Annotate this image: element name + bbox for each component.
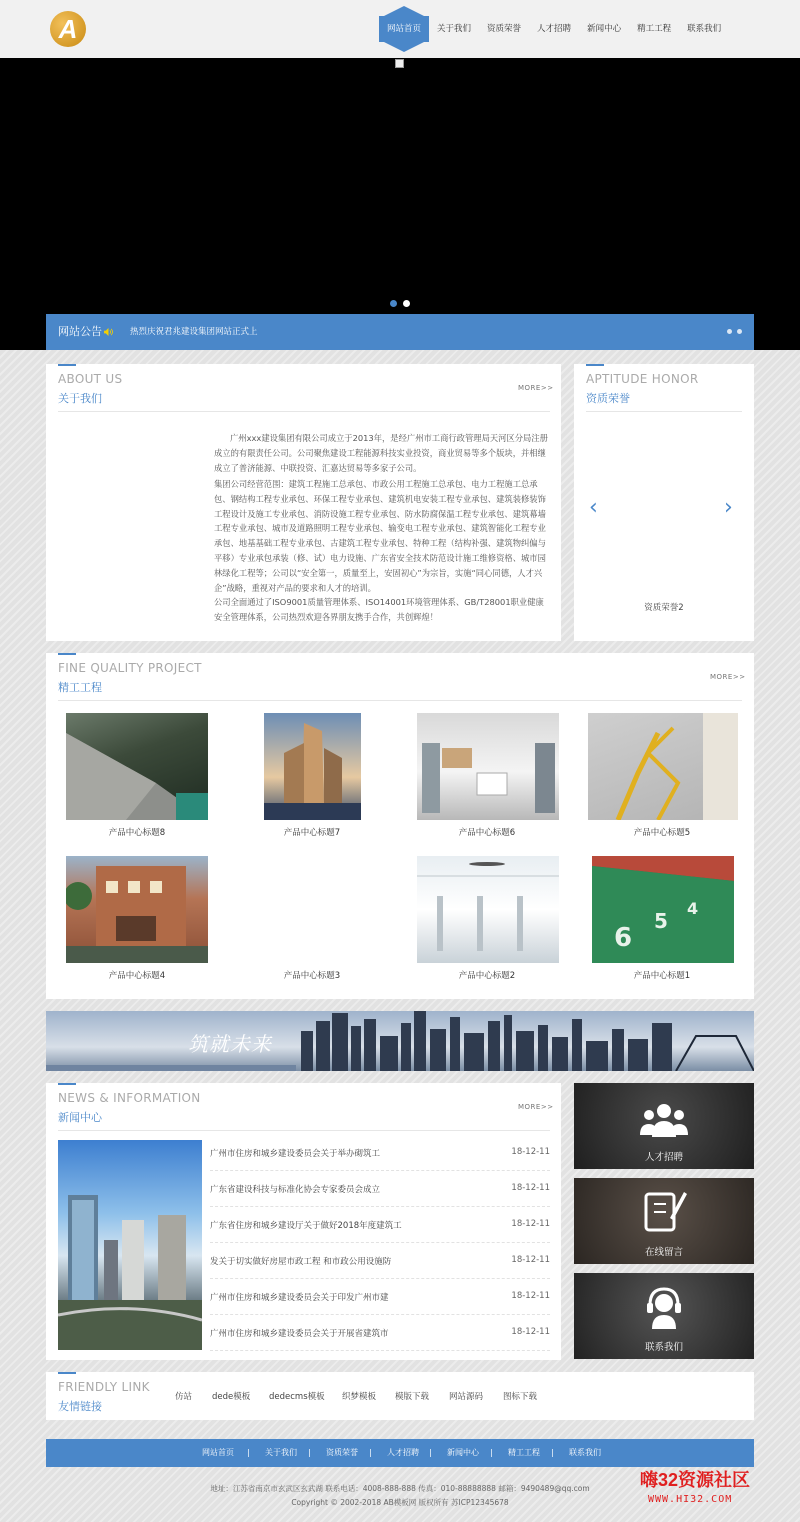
main-nav bbox=[379, 16, 729, 42]
slider-dot-2[interactable] bbox=[403, 300, 410, 307]
news-row-title[interactable]: 广州市住房和城乡建设委员会关于举办砌筑工 bbox=[210, 1149, 381, 1159]
side-box-message-label: 在线留言 bbox=[644, 1247, 683, 1258]
nav-item-home[interactable]: 网站首页 bbox=[379, 16, 429, 42]
friend-link-3[interactable]: dedecms模板 bbox=[269, 1392, 325, 1402]
product-title-4[interactable]: 产品中心标题4 bbox=[108, 971, 166, 981]
news-row-2[interactable] bbox=[210, 1171, 550, 1207]
links-title-cn: 友情链接 bbox=[58, 1400, 102, 1413]
site-logo[interactable]: A bbox=[50, 11, 86, 47]
about-title-cn: 关于我们 bbox=[58, 392, 102, 405]
news-accent-bar bbox=[58, 1083, 76, 1085]
news-cover-image[interactable] bbox=[58, 1140, 202, 1350]
links-accent-bar bbox=[58, 1372, 76, 1374]
friend-link-7[interactable]: 图标下载 bbox=[503, 1392, 538, 1402]
footer-copyright: Copyright © 2002-2018 AB模板网 版权所有 苏ICP12345678 bbox=[291, 1498, 509, 1507]
notice-pager bbox=[727, 329, 742, 334]
news-title-cn: 新闻中心 bbox=[58, 1111, 102, 1124]
friend-link-5[interactable]: 模版下载 bbox=[395, 1392, 430, 1402]
nav-item-jobs[interactable]: 人才招聘 bbox=[537, 24, 572, 34]
watermark-url: WWW.HI32.COM bbox=[648, 1494, 733, 1505]
side-box-jobs[interactable] bbox=[574, 1083, 754, 1169]
news-more-link[interactable]: MORE>> bbox=[518, 1103, 554, 1111]
notice-dot-2[interactable] bbox=[737, 329, 742, 334]
footer-address: 地址：江苏省南京市玄武区玄武湖 联系电话：4008-888-888 传真：010-88888888 邮箱：9490489@qq.com bbox=[210, 1484, 590, 1493]
svg-text:6: 6 bbox=[614, 923, 633, 953]
nav-item-contact[interactable]: 联系我们 bbox=[687, 24, 722, 34]
notice-bar bbox=[46, 314, 754, 350]
about-paragraph-3: 公司全面通过了ISO9001质量管理体系、ISO14001环境管理体系、GB/T28001职业健康安全管理体系，公司热烈欢迎各界朋友携手合作，共创辉煌！ bbox=[214, 597, 544, 622]
news-row-title[interactable]: 广东省住房和城乡建设厅关于做好2018年度建筑工 bbox=[210, 1221, 402, 1231]
product-image-2[interactable] bbox=[417, 856, 559, 963]
watermark-text: 嗨32资源社区 bbox=[640, 1470, 751, 1490]
product-image-4[interactable] bbox=[66, 856, 208, 963]
news-row-title[interactable]: 广州市住房和城乡建设委员会关于印发广州市建 bbox=[210, 1293, 389, 1303]
footer-separator: | bbox=[490, 1448, 493, 1457]
product-title-3[interactable]: 产品中心标题3 bbox=[283, 971, 341, 981]
product-image-1[interactable] bbox=[592, 856, 734, 963]
news-row-date: 18-12-11 bbox=[511, 1255, 550, 1265]
product-title-7[interactable]: 产品中心标题7 bbox=[283, 828, 341, 838]
footer-nav-projects[interactable]: 精工工程 bbox=[508, 1448, 540, 1457]
news-row-4[interactable] bbox=[210, 1243, 550, 1279]
product-title-2[interactable]: 产品中心标题2 bbox=[458, 971, 516, 981]
about-title-en: ABOUT US bbox=[58, 372, 123, 386]
news-row-5[interactable] bbox=[210, 1279, 550, 1315]
product-title-1[interactable]: 产品中心标题1 bbox=[633, 971, 691, 981]
honor-divider bbox=[586, 411, 742, 412]
projects-more-link[interactable]: MORE>> bbox=[710, 673, 746, 681]
footer-nav-contact[interactable]: 联系我们 bbox=[569, 1448, 601, 1457]
speaker-icon bbox=[104, 328, 113, 336]
footer-nav bbox=[46, 1439, 754, 1467]
product-title-5[interactable]: 产品中心标题5 bbox=[633, 828, 691, 838]
news-row-title[interactable]: 广州市住房和城乡建设委员会关于开展省建筑市 bbox=[210, 1329, 389, 1339]
hero-banner bbox=[0, 58, 800, 350]
news-divider bbox=[58, 1130, 550, 1131]
footer-separator: | bbox=[247, 1448, 250, 1457]
footer-separator: | bbox=[369, 1448, 372, 1457]
news-row-6[interactable] bbox=[210, 1315, 550, 1351]
projects-divider bbox=[58, 700, 742, 701]
svg-text:5: 5 bbox=[654, 909, 668, 933]
footer-separator: | bbox=[429, 1448, 432, 1457]
product-image-6[interactable] bbox=[417, 713, 559, 820]
promo-banner[interactable] bbox=[46, 1011, 754, 1071]
news-row-date: 18-12-11 bbox=[511, 1327, 550, 1337]
footer-separator: | bbox=[308, 1448, 311, 1457]
projects-accent-bar bbox=[58, 653, 76, 655]
notice-title: 网站公告 bbox=[58, 325, 102, 338]
projects-title-cn: 精工工程 bbox=[58, 681, 102, 694]
side-box-contact[interactable] bbox=[574, 1273, 754, 1359]
news-row-title[interactable]: 广东省建设科技与标准化协会专家委员会成立 bbox=[210, 1185, 381, 1195]
product-image-8[interactable] bbox=[66, 713, 208, 820]
news-row-3[interactable] bbox=[210, 1207, 550, 1243]
side-box-message[interactable] bbox=[574, 1178, 754, 1264]
footer-separator: | bbox=[551, 1448, 554, 1457]
friend-link-1[interactable]: 仿站 bbox=[175, 1392, 193, 1402]
about-paragraph-1: 广州xxx建设集团有限公司成立于2013年，是经广州市工商行政管理局天河区分局注册成立的有限责任公司。公司聚焦建设工程能源科技实业投资，商业贸易等多个版块，并相继成立了普济能源、中联投资、汇嘉达贸易等多家子公司。 bbox=[214, 433, 548, 473]
news-row-1[interactable] bbox=[210, 1135, 550, 1171]
news-row-date: 18-12-11 bbox=[511, 1291, 550, 1301]
news-title-en: NEWS & INFORMATION bbox=[58, 1091, 201, 1105]
people-icon bbox=[637, 1101, 691, 1139]
product-title-8[interactable]: 产品中心标题8 bbox=[108, 828, 166, 838]
footer-nav-about[interactable]: 关于我们 bbox=[265, 1448, 297, 1457]
about-accent-bar bbox=[58, 364, 76, 366]
promo-banner-text: 筑就未来 bbox=[188, 1032, 272, 1056]
honor-title-en: APTITUDE HONOR bbox=[586, 372, 699, 386]
broken-image-icon bbox=[395, 59, 404, 68]
headset-icon bbox=[640, 1283, 688, 1331]
about-more-link[interactable]: MORE>> bbox=[518, 384, 554, 392]
product-image-5[interactable] bbox=[588, 713, 738, 820]
slider-dot-1[interactable] bbox=[390, 300, 397, 307]
about-paragraph-2: 集团公司经营范围：建筑工程施工总承包、市政公用工程施工总承包、电力工程施工总承包、钢结构工程专业承包、环保工程专业承包、建筑机电安装工程专业承包、建筑装修装饰工程设计及施工专业承包、消防设施工程专业承包、防水防腐保温工程专业承包、建筑幕墙工程专业承包、城市及道路照明工程专业承包、输变电工程专业承包、建筑智能化工程专业承包、地基基础工程专业承包、古建筑工程专业承包、特种工程（结构补强、建筑物纠偏与平移）专业承包承装（修、试）电力设施、广东省安全技术防范设计施工维修资格、城市园林绿化工程等；公司以“安全第一，质量至上，安固初心”为宗旨，实施“同心同德，人才兴企”战略，重视对产品的要求和人才的培训。 bbox=[214, 479, 546, 593]
footer-nav-home[interactable]: 网站首页 bbox=[202, 1448, 234, 1457]
footer-nav-honor[interactable]: 资质荣誉 bbox=[326, 1448, 358, 1457]
links-title-en: FRIENDLY LINK bbox=[58, 1380, 150, 1394]
chevron-left-icon[interactable]: ‹ bbox=[589, 495, 598, 520]
side-box-contact-label: 联系我们 bbox=[644, 1342, 683, 1353]
honor-title-cn: 资质荣誉 bbox=[586, 392, 630, 405]
about-divider bbox=[58, 411, 550, 412]
footer-nav-jobs[interactable]: 人才招聘 bbox=[387, 1448, 419, 1457]
news-row-date: 18-12-11 bbox=[511, 1147, 550, 1157]
footer-nav-news[interactable]: 新闻中心 bbox=[447, 1448, 479, 1457]
product-title-6[interactable]: 产品中心标题6 bbox=[458, 828, 516, 838]
notepad-pen-icon bbox=[640, 1188, 688, 1234]
projects-title-en: FINE QUALITY PROJECT bbox=[58, 661, 202, 675]
product-image-7[interactable] bbox=[264, 713, 361, 820]
news-row-date: 18-12-11 bbox=[511, 1219, 550, 1229]
svg-text:4: 4 bbox=[687, 899, 699, 918]
friend-link-2[interactable]: dede模板 bbox=[212, 1392, 251, 1402]
notice-text[interactable]: 热烈庆祝君兆建设集团网站正式上 bbox=[130, 327, 258, 337]
news-row-title[interactable]: 发关于切实做好房屋市政工程 和市政公用设施防 bbox=[210, 1257, 392, 1267]
side-box-jobs-label: 人才招聘 bbox=[644, 1152, 683, 1163]
notice-dot-1[interactable] bbox=[727, 329, 732, 334]
nav-item-honor[interactable]: 资质荣誉 bbox=[487, 24, 522, 34]
nav-item-about[interactable]: 关于我们 bbox=[437, 24, 472, 34]
honor-caption[interactable]: 资质荣誉2 bbox=[644, 603, 684, 613]
friend-link-4[interactable]: 织梦模板 bbox=[342, 1392, 377, 1402]
news-row-date: 18-12-11 bbox=[511, 1183, 550, 1193]
friend-link-6[interactable]: 网站源码 bbox=[449, 1392, 484, 1402]
nav-item-projects[interactable]: 精工工程 bbox=[637, 24, 672, 34]
honor-accent-bar bbox=[586, 364, 604, 366]
nav-item-news[interactable]: 新闻中心 bbox=[587, 24, 622, 34]
chevron-right-icon[interactable]: › bbox=[724, 495, 733, 520]
